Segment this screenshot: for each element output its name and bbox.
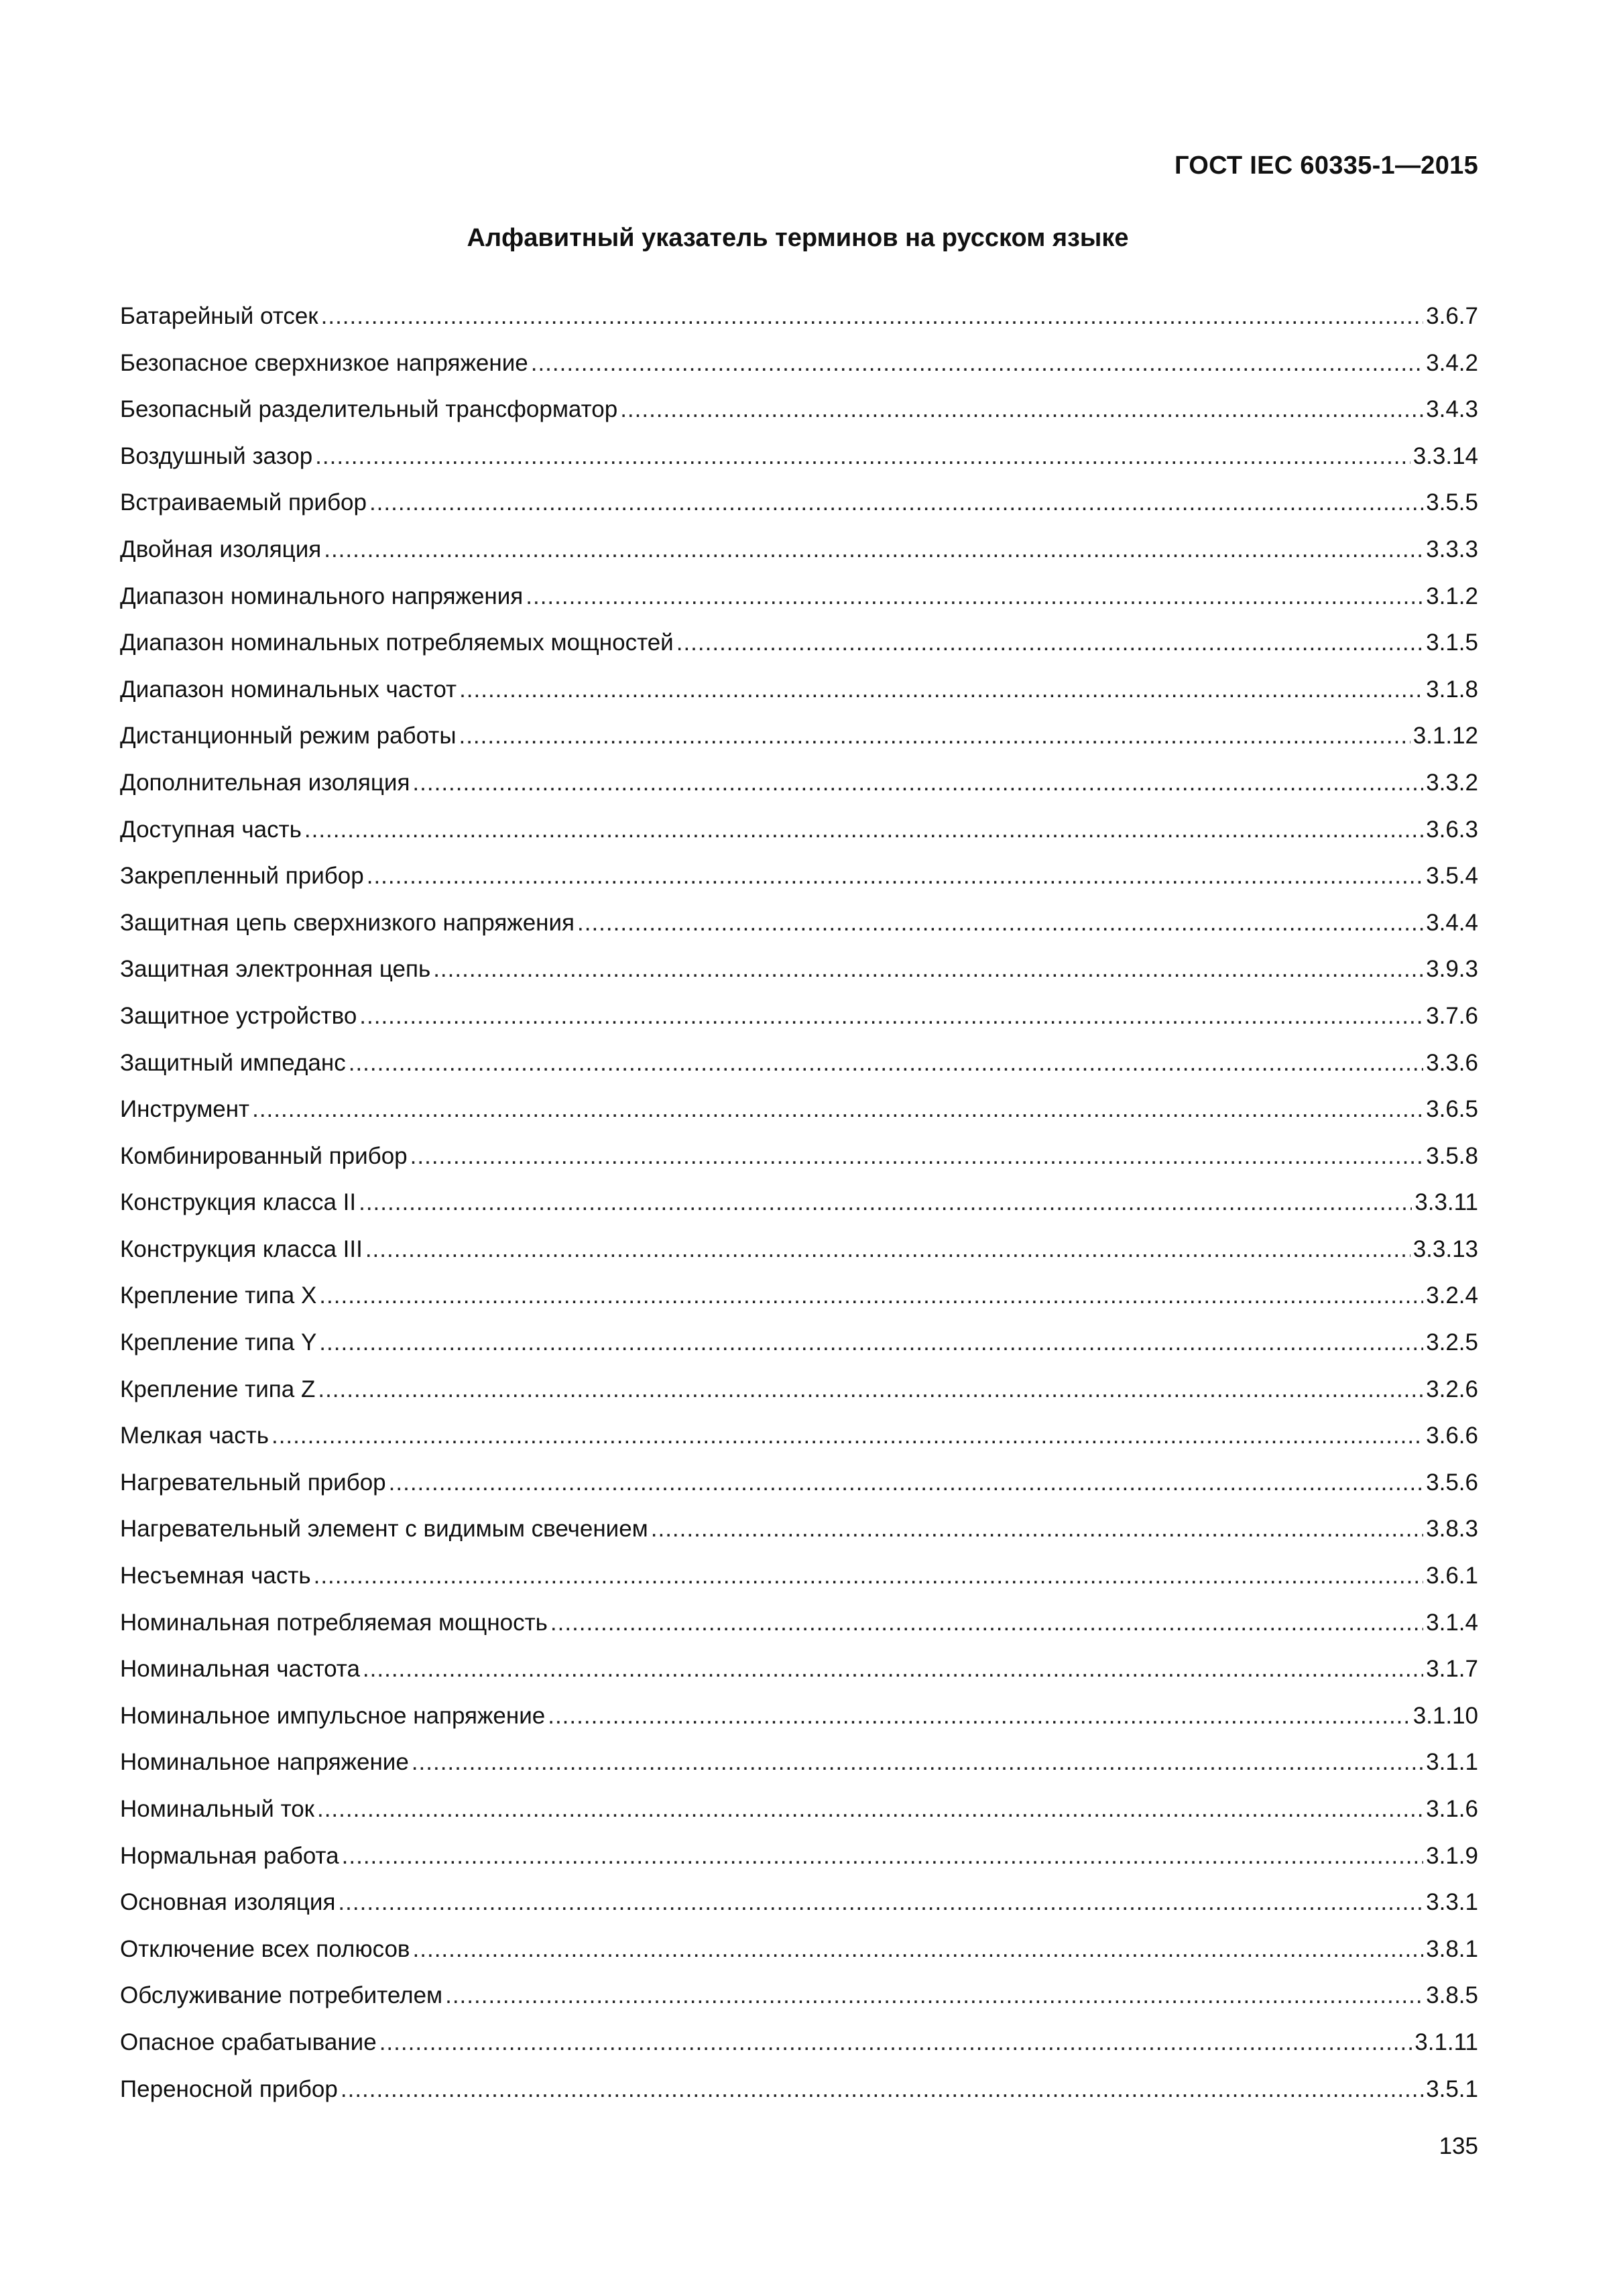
index-entry (120, 1841, 1478, 1888)
dot-leader (413, 1935, 1424, 1964)
index-entry (120, 2028, 1478, 2075)
index-term: Защитная электронная цепь (120, 956, 431, 983)
dot-leader (317, 1795, 1423, 1824)
index-ref: 3.6.3 (1426, 816, 1478, 843)
index-ref: 3.7.6 (1426, 1002, 1478, 1029)
dot-leader (341, 2075, 1423, 2104)
index-entry (120, 1748, 1478, 1795)
index-term: Номинальное напряжение (120, 1749, 409, 1776)
index-term: Дистанционный режим работы (120, 723, 457, 749)
term-index-list (120, 302, 1478, 2121)
index-term: Защитная цепь сверхнизкого напряжения (120, 909, 575, 936)
dot-leader (412, 768, 1423, 798)
index-ref: 3.1.1 (1426, 1749, 1478, 1776)
dot-leader (651, 1514, 1423, 1544)
index-ref: 3.1.10 (1412, 1702, 1478, 1729)
dot-leader (272, 1421, 1423, 1451)
dot-leader (304, 815, 1423, 845)
dot-leader (676, 628, 1423, 658)
index-term: Номинальный ток (120, 1796, 314, 1822)
index-term: Диапазон номинальных частот (120, 676, 457, 703)
index-term: Конструкция класса III (120, 1235, 363, 1262)
index-ref: 3.9.3 (1426, 956, 1478, 983)
index-entry (120, 1421, 1478, 1468)
index-entry (120, 1235, 1478, 1282)
index-entry (120, 1701, 1478, 1748)
index-term: Крепление типа Y (120, 1329, 317, 1356)
index-entry (120, 1142, 1478, 1189)
index-ref: 3.6.6 (1426, 1423, 1478, 1449)
dot-leader (445, 1981, 1423, 2010)
index-ref: 3.5.1 (1426, 2075, 1478, 2102)
index-ref: 3.1.11 (1415, 2029, 1478, 2055)
index-ref: 3.1.5 (1426, 629, 1478, 656)
index-entry (120, 1281, 1478, 1328)
dot-leader (315, 442, 1410, 471)
index-entry (120, 1328, 1478, 1375)
index-term: Нагревательный прибор (120, 1469, 386, 1496)
index-term: Нагревательный элемент с видимым свечением (120, 1516, 648, 1543)
index-ref: 3.1.6 (1426, 1796, 1478, 1822)
dot-leader (363, 1654, 1423, 1684)
index-entry (120, 628, 1478, 675)
index-ref: 3.4.4 (1426, 909, 1478, 936)
dot-leader (321, 302, 1424, 331)
index-entry (120, 1002, 1478, 1048)
index-ref: 3.4.3 (1426, 396, 1478, 423)
index-term: Отключение всех полюсов (120, 1935, 410, 1962)
index-ref: 3.6.5 (1426, 1096, 1478, 1123)
index-entry (120, 395, 1478, 442)
index-ref: 3.2.6 (1426, 1376, 1478, 1402)
index-entry (120, 1095, 1478, 1142)
index-entry (120, 1888, 1478, 1935)
document-code: ГОСТ IEC 60335-1—2015 (1174, 152, 1478, 180)
index-ref: 3.6.1 (1426, 1563, 1478, 1589)
dot-leader (319, 1328, 1423, 1357)
index-term: Опасное срабатывание (120, 2029, 377, 2055)
index-term: Дополнительная изоляция (120, 769, 410, 796)
index-term: Мелкая часть (120, 1423, 269, 1449)
index-term: Номинальная потребляемая мощность (120, 1609, 548, 1636)
index-term: Диапазон номинального напряжения (120, 583, 524, 609)
index-term: Диапазон номинальных потребляемых мощностей (120, 629, 674, 656)
index-term: Крепление типа X (120, 1282, 317, 1309)
index-ref: 3.3.1 (1426, 1889, 1478, 1916)
index-term: Доступная часть (120, 816, 302, 843)
dot-leader (359, 1002, 1423, 1031)
index-term: Обслуживание потребителем (120, 1982, 443, 2009)
page-number: 135 (1439, 2133, 1478, 2159)
dot-leader (433, 955, 1423, 984)
index-ref: 3.2.4 (1426, 1282, 1478, 1309)
dot-leader (389, 1468, 1424, 1498)
index-ref: 3.3.6 (1426, 1049, 1478, 1076)
index-term: Воздушный зазор (120, 442, 313, 469)
index-ref: 3.4.2 (1426, 349, 1478, 376)
index-entry (120, 488, 1478, 535)
index-entry (120, 302, 1478, 349)
index-term: Встраиваемый прибор (120, 489, 367, 516)
index-entry (120, 1981, 1478, 2028)
index-term: Номинальное импульсное напряжение (120, 1702, 546, 1729)
dot-leader (577, 908, 1423, 938)
index-term: Несъемная часть (120, 1563, 311, 1589)
index-ref: 3.5.8 (1426, 1142, 1478, 1169)
index-entry (120, 1935, 1478, 1982)
dot-leader (318, 1375, 1423, 1404)
index-term: Комбинированный прибор (120, 1142, 408, 1169)
index-entry (120, 1375, 1478, 1422)
index-term: Защитный импеданс (120, 1049, 346, 1076)
index-entry (120, 1795, 1478, 1841)
dot-leader (526, 582, 1423, 611)
index-term: Инструмент (120, 1096, 250, 1123)
dot-leader (369, 488, 1423, 518)
index-entry (120, 955, 1478, 1002)
dot-leader (324, 535, 1423, 564)
index-term: Номинальная частота (120, 1656, 360, 1683)
dot-leader (531, 349, 1423, 378)
index-term: Безопасное сверхнизкое напряжение (120, 349, 528, 376)
index-ref: 3.8.3 (1426, 1516, 1478, 1543)
index-term: Конструкция класса II (120, 1189, 357, 1216)
index-entry (120, 1468, 1478, 1515)
index-ref: 3.3.13 (1412, 1235, 1478, 1262)
dot-leader (620, 395, 1423, 424)
index-term: Нормальная работа (120, 1842, 339, 1869)
index-entry (120, 442, 1478, 489)
dot-leader (550, 1608, 1423, 1638)
index-ref: 3.1.9 (1426, 1842, 1478, 1869)
index-entry (120, 1561, 1478, 1608)
dot-leader (365, 1235, 1410, 1264)
index-ref: 3.8.1 (1426, 1935, 1478, 1962)
index-ref: 3.5.5 (1426, 489, 1478, 516)
index-term: Закрепленный прибор (120, 863, 364, 890)
dot-leader (342, 1841, 1424, 1871)
index-ref: 3.3.3 (1426, 536, 1478, 562)
dot-leader (379, 2028, 1412, 2057)
index-entry (120, 1654, 1478, 1701)
index-ref: 3.5.6 (1426, 1469, 1478, 1496)
index-ref: 3.6.7 (1426, 303, 1478, 329)
index-ref: 3.1.4 (1426, 1609, 1478, 1636)
index-entry (120, 582, 1478, 629)
dot-leader (314, 1561, 1424, 1591)
index-term: Защитное устройство (120, 1002, 357, 1029)
index-ref: 3.8.5 (1426, 1982, 1478, 2009)
dot-leader (459, 721, 1410, 751)
index-ref: 3.2.5 (1426, 1329, 1478, 1356)
index-term: Основная изоляция (120, 1889, 336, 1916)
index-entry (120, 861, 1478, 908)
index-entry (120, 721, 1478, 768)
dot-leader (459, 675, 1423, 705)
index-entry (120, 1514, 1478, 1561)
index-term: Переносной прибор (120, 2075, 338, 2102)
index-title: Алфавитный указатель терминов на русском языке (467, 224, 1129, 252)
index-ref: 3.3.11 (1415, 1189, 1478, 1216)
index-entry (120, 349, 1478, 396)
dot-leader (349, 1048, 1423, 1078)
dot-leader (319, 1281, 1423, 1311)
index-ref: 3.5.4 (1426, 863, 1478, 890)
index-ref: 3.3.2 (1426, 769, 1478, 796)
index-term: Крепление типа Z (120, 1376, 316, 1402)
index-entry (120, 2075, 1478, 2122)
index-ref: 3.1.2 (1426, 583, 1478, 609)
index-entry (120, 675, 1478, 722)
index-term: Батарейный отсек (120, 303, 318, 329)
dot-leader (412, 1748, 1423, 1777)
index-entry (120, 815, 1478, 862)
index-ref: 3.3.14 (1412, 442, 1478, 469)
index-entry (120, 908, 1478, 955)
index-entry (120, 1188, 1478, 1235)
index-term: Двойная изоляция (120, 536, 322, 562)
dot-leader (359, 1188, 1412, 1217)
index-entry (120, 535, 1478, 582)
index-entry (120, 768, 1478, 815)
dot-leader (367, 861, 1423, 891)
index-term: Безопасный разделительный трансформатор (120, 396, 618, 423)
dot-leader (338, 1888, 1423, 1917)
dot-leader (548, 1701, 1410, 1731)
dot-leader (252, 1095, 1423, 1124)
index-entry (120, 1608, 1478, 1655)
index-ref: 3.1.8 (1426, 676, 1478, 703)
dot-leader (410, 1142, 1424, 1171)
index-ref: 3.1.7 (1426, 1656, 1478, 1683)
index-ref: 3.1.12 (1412, 723, 1478, 749)
index-entry (120, 1048, 1478, 1095)
